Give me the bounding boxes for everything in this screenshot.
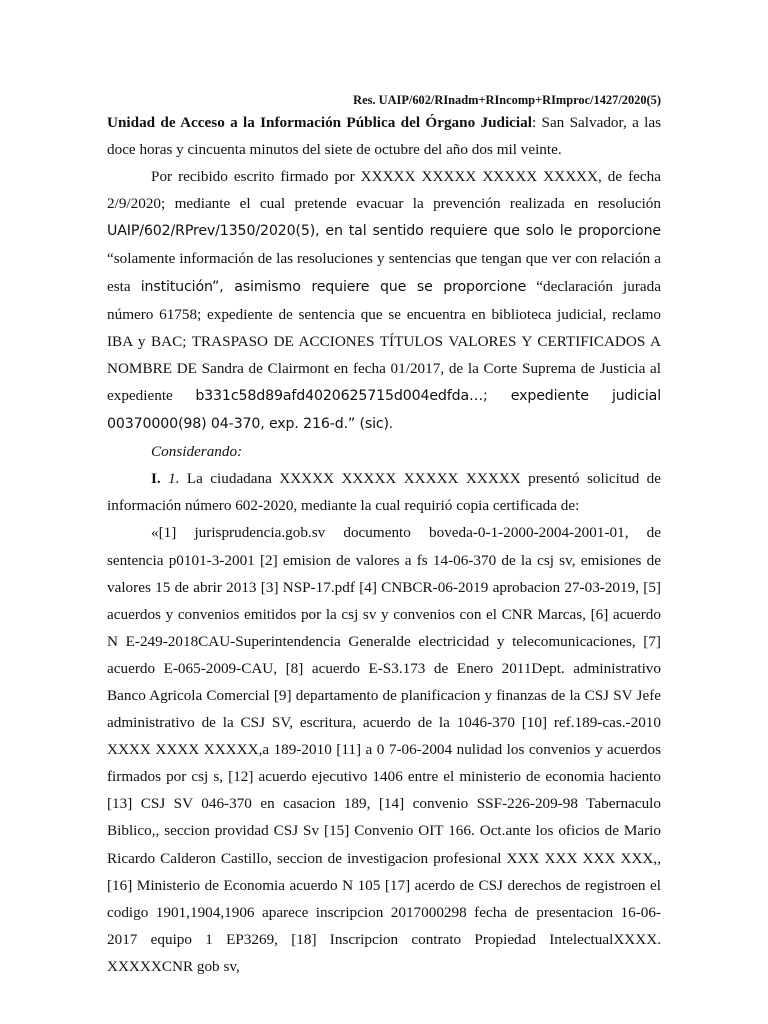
received-text-b: UAIP/602/RPrev/1350/2020(5), en tal sentido requiere que solo le proporcione — [107, 223, 661, 240]
received-text-e: “declaración jurada número 61758; expediente de sentencia que se encuentra en biblioteca judicial, reclamo IBA y BAC; TRASPASO DE ACCIONES TÍTULOS VALORES Y CERTIFICADOS A NOMBRE DE Sandra de Clairmont en fecha 01/2017, de la Corte Suprema de Justicia al expediente — [107, 277, 661, 404]
section-one-paragraph — [107, 465, 661, 519]
unit-name: Unidad de Acceso a la Información Pública del Órgano Judicial — [107, 114, 532, 131]
place-date: : San Salvador, a las doce horas y cincuenta minutos del siete de octubre del año dos mil veinte. — [107, 114, 661, 159]
section-roman-numeral: I. — [151, 470, 161, 488]
intro-paragraph — [107, 109, 661, 163]
received-text-d: institución”, asimismo requiere que se proporcione — [140, 278, 527, 295]
section-one-text: La ciudadana XXXXX XXXXX XXXXX XXXXX presentó solicitud de información número 602-2020, mediante la cual requirió copia certificada de: — [107, 470, 662, 515]
considerando-heading: Considerando: — [151, 443, 243, 461]
resolution-reference: Res. UAIP/602/RInadm+RIncomp+RImproc/1427/2020(5) — [353, 93, 661, 107]
received-text-c: “solamente información de las resoluciones y sentencias que tengan que ver con relación a esta — [107, 250, 661, 295]
received-text-a: Por recibido escrito firmado por XXXXX XXXXX XXXXX XXXXX, de fecha 2/9/2020; mediante el cual pretende evacuar la prevención realizada en resolución — [107, 168, 661, 213]
received-text-f: b331c58d89afd4020625715d004edfda…; expediente judicial 00370000(98) 04-370, exp. 216-d.” (sic) — [107, 387, 662, 433]
section-item-number: 1. — [168, 470, 180, 488]
request-list-paragraph: «[1] jurisprudencia.gob.sv documento boveda-0-1-2000-2004-2001-01, de sentencia p0101-3-2001 [2] emision de valores a fs 14-06-370 de la csj sv, emisiones de valores 15 de abrir 2013 [3] NSP-17.pdf [4] CNBCR-06-2019 aprobacion 27-03-2019, [5] acuerdos y convenios emitidos por la csj sv y convenios con el CNR Marcas, [6] acuerdo N E-249-2018CAU-Superintendencia Generalde electricidad y telecomunicaciones, [7] acuerdo E-065-2009-CAU, [8] acuerdo E-S3.173 de Enero 2011Dept. administrativo Banco Agricola Comercial [9] departamento de planificacion y finanzas de la CSJ SV Jefe administrativo de la CSJ SV, escritura, acuerdo de la 1046-370 [10] ref.189-cas.-2010 XXXX XXXX XXXXX,a 189-2010 [11] a 0 7-06-2004 nulidad los convenios y acuerdos firmados por csj s, [12] acuerdo ejecutivo 1406 entre el ministerio de economia haciento [13] CSJ SV 046-370 en casacion 189, [14] convenio SSF-226-209-98 Tabernaculo Biblico,, seccion providad CSJ Sv [15] Convenio OIT 166. Oct.ante los oficios de Mario Ricardo Calderon Castillo, seccion de investigacion profesional XXX XXX XXX XXX,, [16] Ministerio de Economia acuerdo N 105 [17] acerdo de CSJ derechos de registroen el codigo 1901,1904,1906 aparece inscripcion 2017000298 fecha de presentacion 16-06-2017 equipo 1 EP3269, [18] Inscripcion contrato Propiedad IntelectualXXXX. XXXXXCNR gob sv, — [107, 524, 661, 975]
received-text-g: . — [388, 415, 393, 433]
received-paragraph — [107, 163, 661, 438]
document-page — [107, 91, 661, 980]
